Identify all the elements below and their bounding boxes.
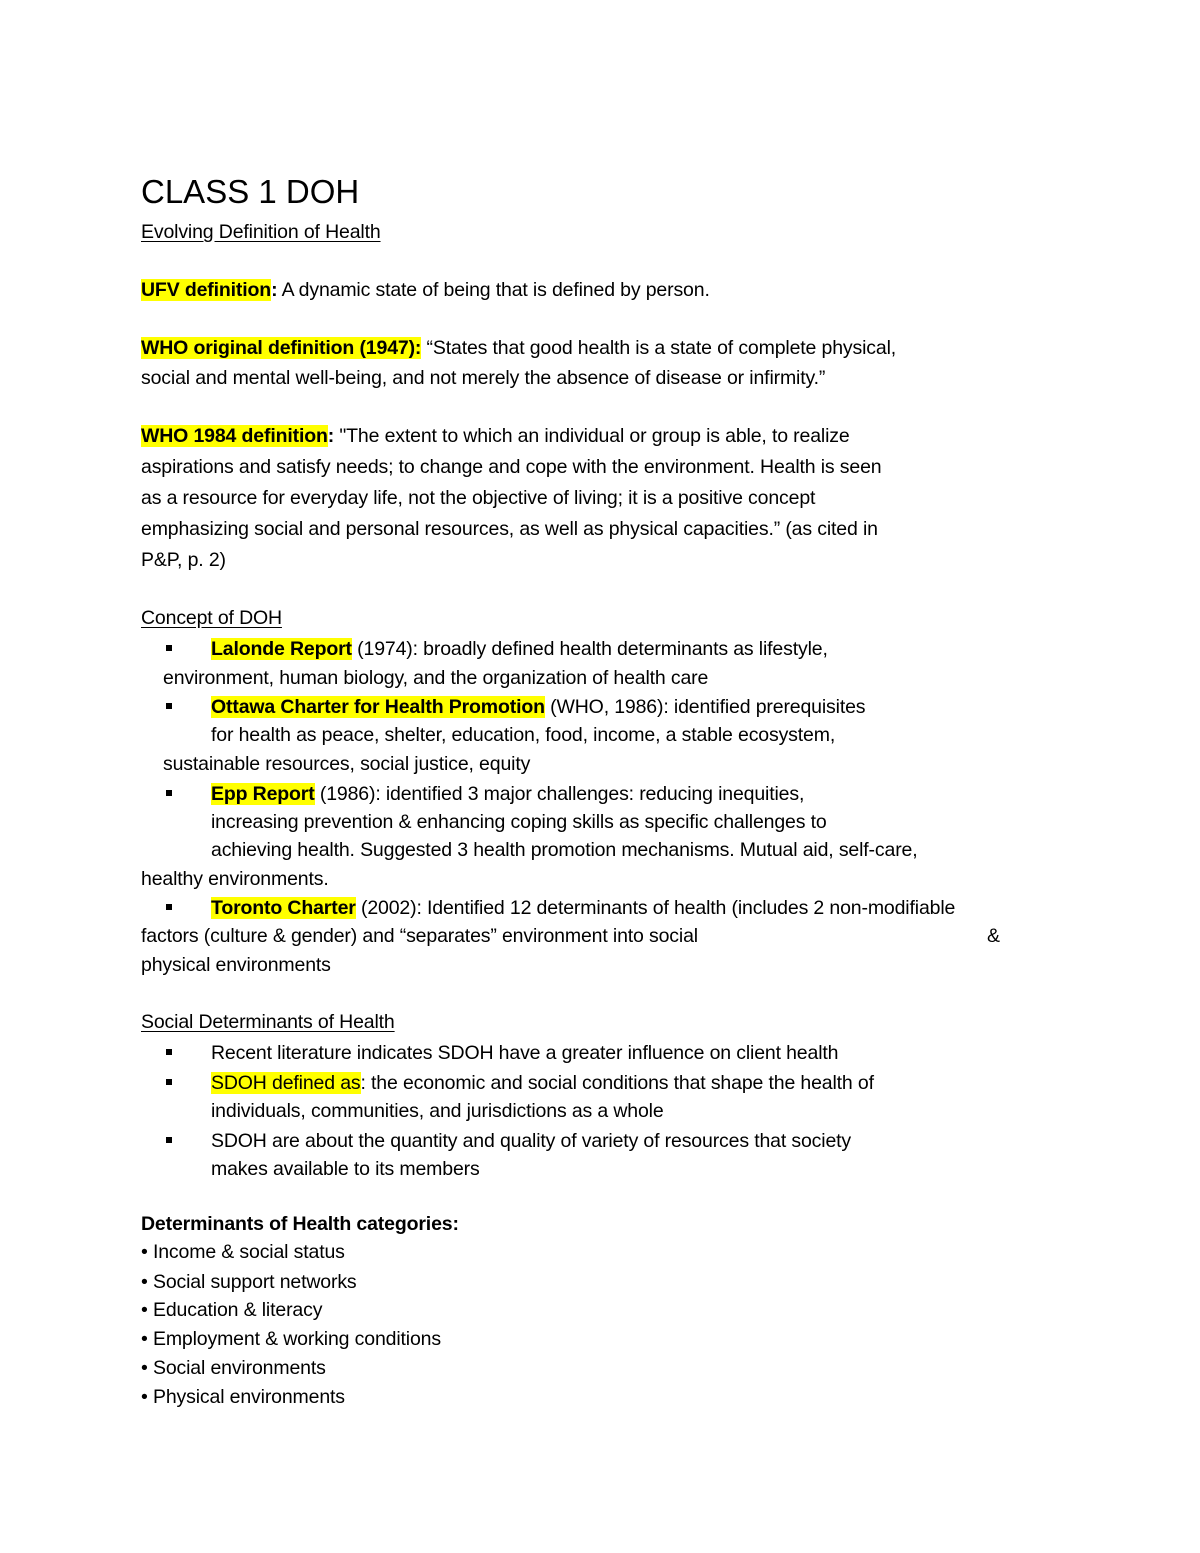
ufv-definition-line [141,278,710,302]
category-text: Education & literacy [152,1299,323,1321]
who-1984-line-5: P&P, p. 2) [141,549,226,571]
category-text: Social support networks [152,1271,357,1293]
ottawa-line-3: sustainable resources, social justice, equity [163,753,531,775]
epp-line-1 [211,782,804,806]
bullet-icon: • [141,1386,148,1408]
category-list-item [141,1298,322,1322]
page-title: CLASS 1 DOH [141,173,360,210]
toronto-line-3: physical environments [141,954,331,976]
bullet-icon: • [141,1271,148,1293]
section-heading-social-determinants: Social Determinants of Health [141,1011,395,1033]
toronto-label: Toronto Charter [211,897,356,919]
toronto-line-1 [211,896,955,920]
sdoh-item-3-line-2: makes available to its members [211,1158,480,1180]
square-bullet-icon [166,1049,172,1055]
epp-line-2: increasing prevention & enhancing coping skills as specific challenges to [211,811,827,833]
sdoh-item-1: Recent literature indicates SDOH have a greater influence on client health [211,1042,839,1064]
category-list-item [141,1385,345,1409]
square-bullet-icon [166,1137,172,1143]
sdoh-defined-line-2: individuals, communities, and jurisdictions as a whole [211,1100,664,1122]
epp-text-1: (1986): identified 3 major challenges: reducing inequities, [314,783,805,805]
lalonde-label: Lalonde Report [211,638,352,660]
category-list-item [141,1356,326,1380]
bullet-icon: • [141,1241,148,1263]
who-1984-text-1: "The extent to which an individual or group is able, to realize [334,425,850,447]
who-1947-line-1 [141,336,896,360]
lalonde-line-1 [211,637,828,661]
square-bullet-icon [166,645,172,651]
who-1947-text-1: “States that good health is a state of complete physical, [421,337,897,359]
sdoh-defined-text-1: : the economic and social conditions that shape the health of [360,1072,874,1094]
toronto-line-2: factors (culture & gender) and “separates” environment into social [141,925,698,947]
category-list-item [141,1240,345,1264]
toronto-ampersand: & [987,925,1000,947]
ufv-definition-label: UFV definition [141,279,272,301]
ottawa-line-1 [211,695,865,719]
category-text: Employment & working conditions [152,1328,441,1350]
square-bullet-icon [166,703,172,709]
bullet-icon: • [141,1357,148,1379]
ufv-definition-colon: : [271,279,278,301]
sdoh-defined-line-1 [211,1071,874,1095]
ufv-definition-text: A dynamic state of being that is defined by person. [277,279,710,301]
lalonde-line-2: environment, human biology, and the organization of health care [163,667,709,689]
category-text: Social environments [152,1357,326,1379]
square-bullet-icon [166,904,172,910]
who-1984-colon: : [327,425,335,447]
category-text: Income & social status [152,1241,345,1263]
square-bullet-icon [166,790,172,796]
who-1984-label: WHO 1984 definition [141,425,328,447]
toronto-text-1: (2002): Identified 12 determinants of health (includes 2 non-modifiable [355,897,956,919]
epp-line-3: achieving health. Suggested 3 health promotion mechanisms. Mutual aid, self-care, [211,839,918,861]
category-list-item [141,1327,441,1351]
category-list-item [141,1270,357,1294]
who-1984-line-3: as a resource for everyday life, not the objective of living; it is a positive concept [141,487,816,509]
lalonde-text-1: (1974): broadly defined health determinants as lifestyle, [351,638,828,660]
who-1947-label: WHO original definition (1947): [141,337,422,359]
square-bullet-icon [166,1079,172,1085]
epp-label: Epp Report [211,783,315,805]
ottawa-line-2: for health as peace, shelter, education, food, income, a stable ecosystem, [211,724,836,746]
epp-line-4: healthy environments. [141,868,329,890]
ottawa-text-1: (WHO, 1986): identified prerequisites [544,696,866,718]
sdoh-defined-label: SDOH defined as [211,1072,361,1094]
ottawa-label: Ottawa Charter for Health Promotion [211,696,545,718]
section-heading-concept-of-doh: Concept of DOH [141,607,282,629]
section-heading-evolving-definition: Evolving Definition of Health [141,221,381,243]
who-1947-line-2: social and mental well-being, and not merely the absence of disease or infirmity.” [141,367,826,389]
section-heading-doh-categories: Determinants of Health categories: [141,1213,459,1235]
sdoh-item-3-line-1: SDOH are about the quantity and quality of variety of resources that society [211,1130,852,1152]
who-1984-line-1 [141,424,850,448]
bullet-icon: • [141,1299,148,1321]
who-1984-line-2: aspirations and satisfy needs; to change and cope with the environment. Health is seen [141,456,882,478]
who-1984-line-4: emphasizing social and personal resources, as well as physical capacities.” (as cited in [141,518,878,540]
category-text: Physical environments [152,1386,345,1408]
bullet-icon: • [141,1328,148,1350]
